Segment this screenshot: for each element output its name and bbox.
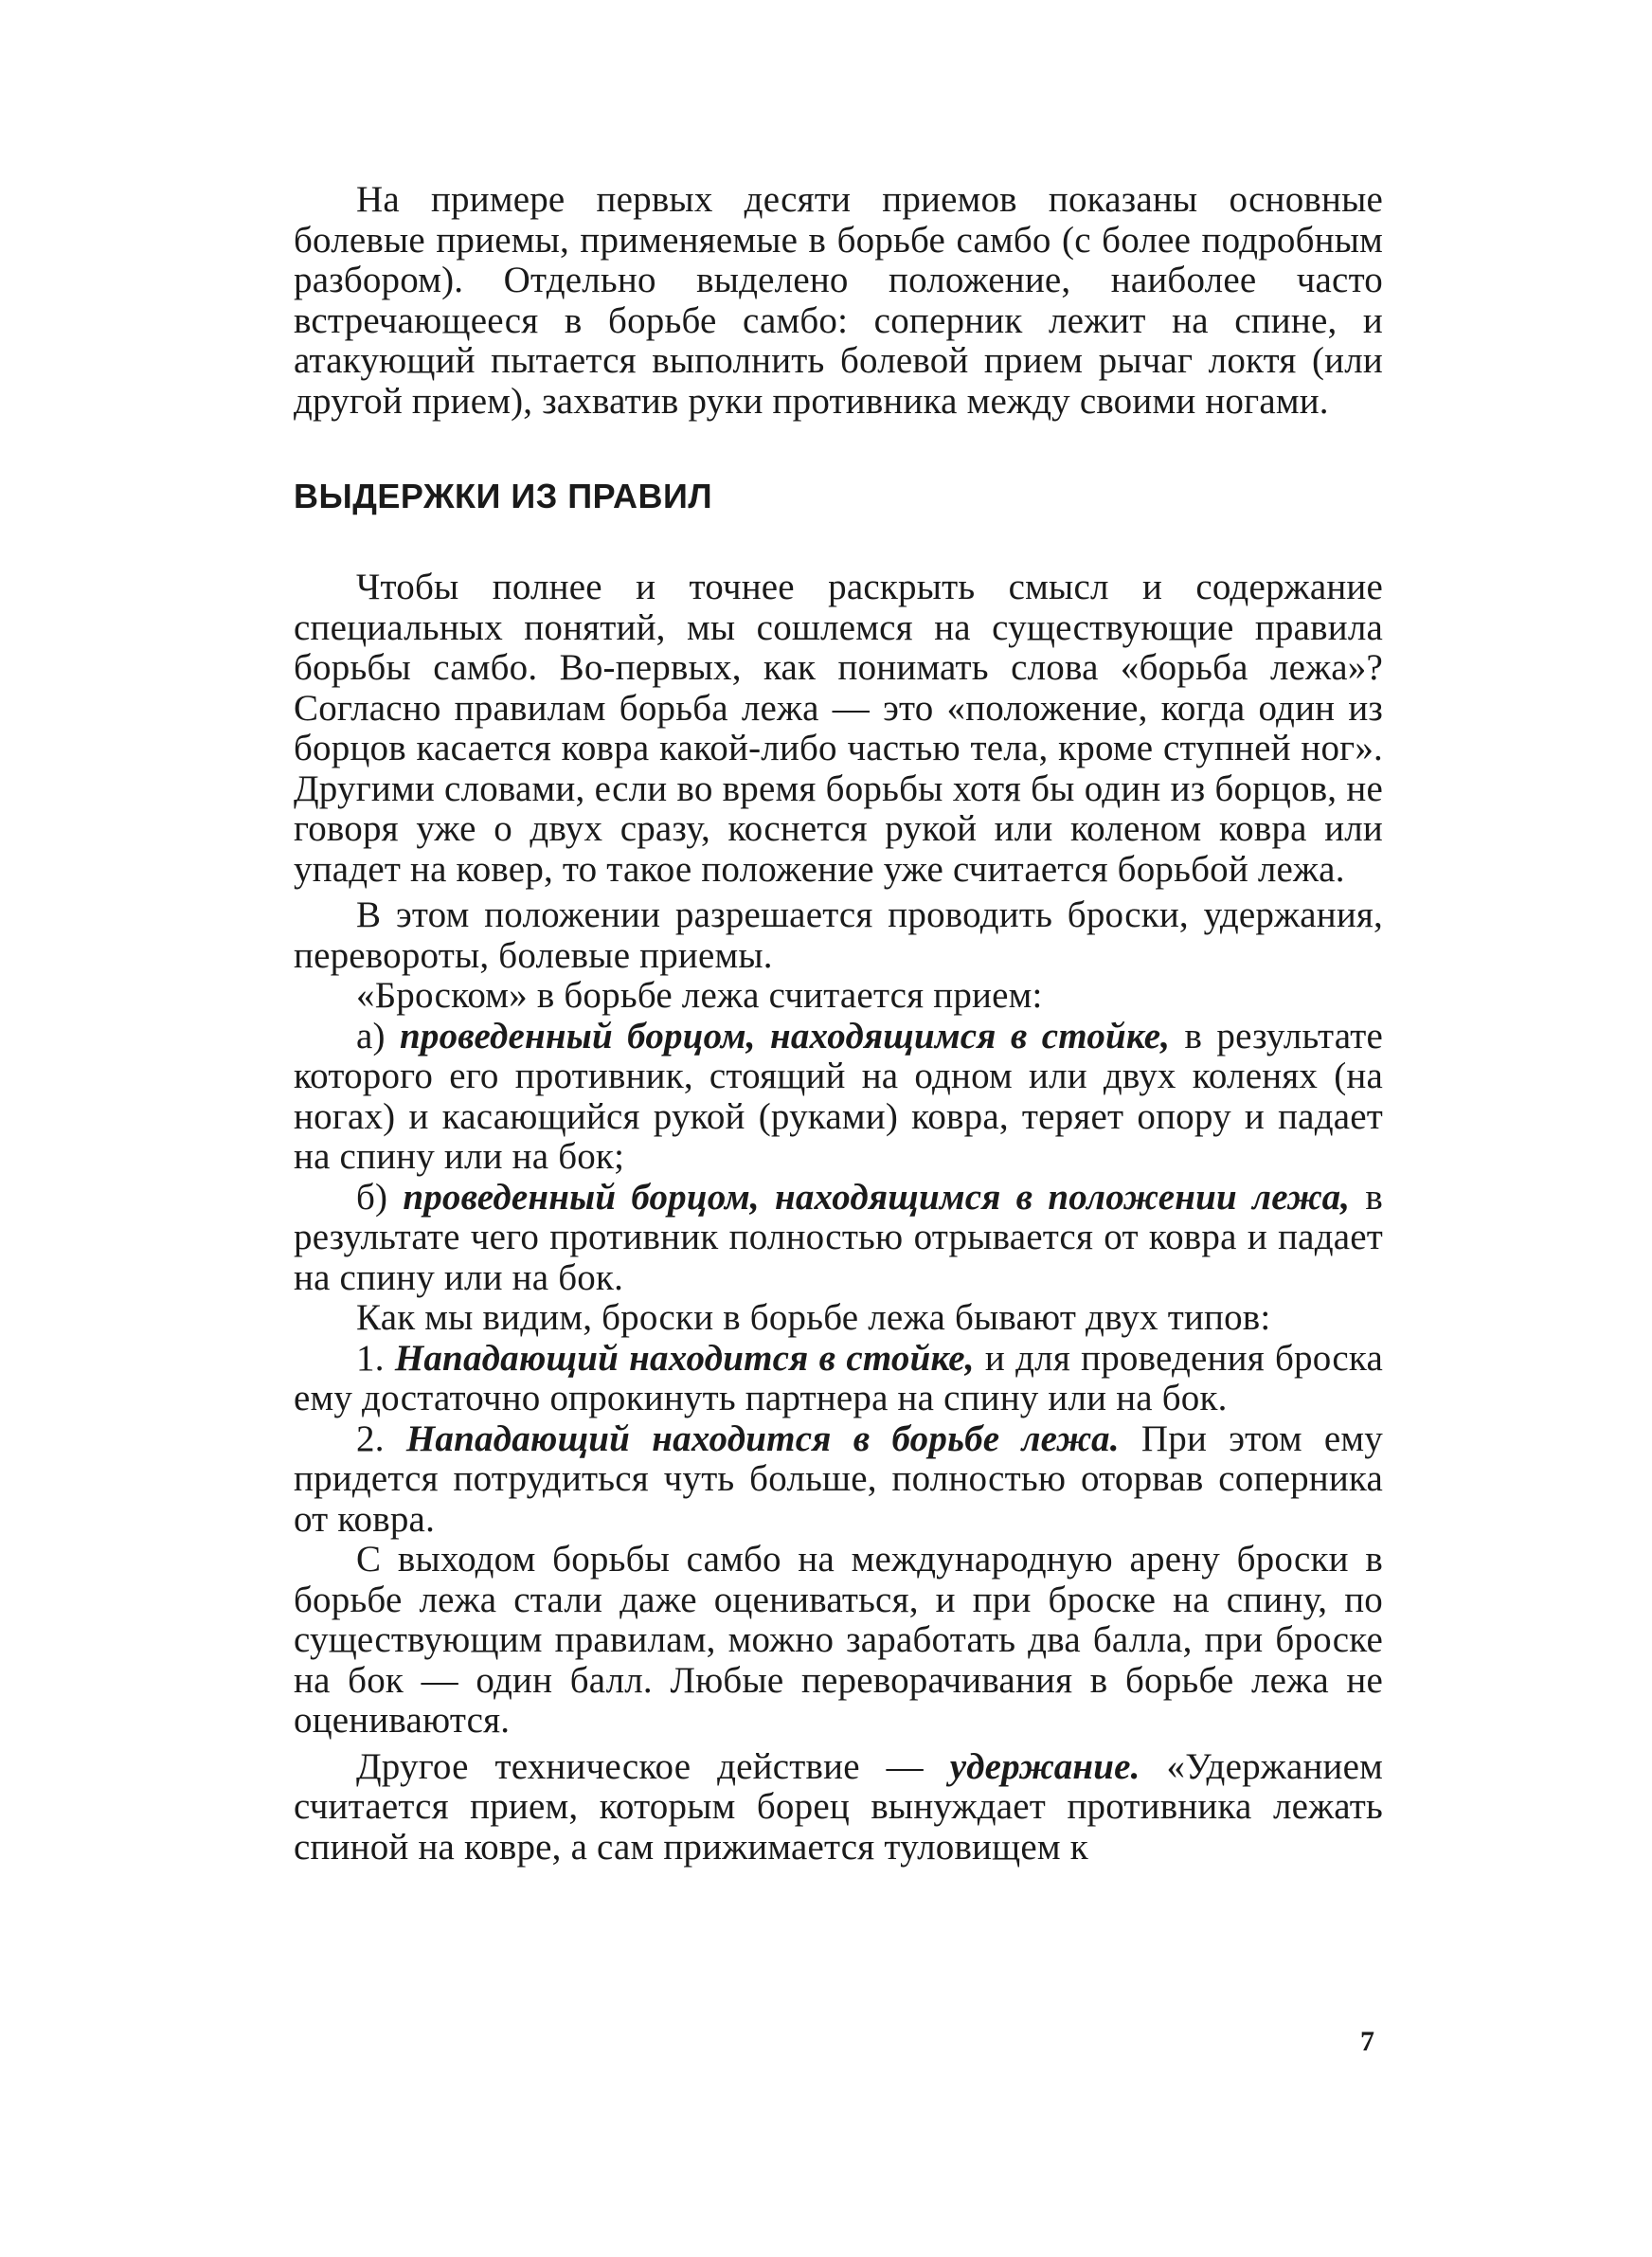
paragraph-hold bbox=[294, 1747, 1383, 1869]
item-a-prefix: а) bbox=[356, 1015, 400, 1056]
item-a-text: в результате которого его противник, стоящий на одном или двух коленях (на ногах) и касающийся рукой (руками) ковра, теряет опору и падает на спину или на бок; bbox=[294, 1015, 1383, 1177]
intro-paragraph: На примере первых десяти приемов показаны основные болевые приемы, применяемые в борьбе самбо (с более подробным разбором). Отдельно выделено положение, наиболее часто встречающееся в борьбе самбо: соперник лежит на спине, и атакующий пытается выполнить болевой прием рычаг локтя (или другой прием), захватив руки противника между своими ногами. bbox=[294, 179, 1383, 422]
type-1-text: и для проведения броска ему достаточно опрокинуть партнера на спину или на бок. bbox=[294, 1337, 1383, 1418]
hold-text: «Удержанием считается прием, которым борец вынуждает противника лежать спиной на ковре, а сам прижимается туловищем к bbox=[294, 1745, 1383, 1868]
page-number: 7 bbox=[1360, 2026, 1374, 2057]
type-2-emphasis: Нападающий находится в борьбе лежа. bbox=[405, 1417, 1120, 1459]
item-b-emphasis: проведенный борцом, находящимся в положении лежа, bbox=[403, 1176, 1351, 1218]
type-2-text: При этом ему придется потрудиться чуть больше, полностью оторвав соперника от ковра. bbox=[294, 1417, 1384, 1540]
item-b-prefix: б) bbox=[356, 1176, 404, 1218]
type-1-emphasis: Нападающий находится в стойке, bbox=[394, 1337, 975, 1379]
paragraph-scoring: С выходом борьбы самбо на международную арену броски в борьбе лежа стали даже оцениваться, и при броске на спину, по существующим правилам, можно заработать два балла, при броске на бок — один балл. Любые переворачивания в борьбе лежа не оцениваются. bbox=[294, 1539, 1383, 1741]
paragraph-type-2 bbox=[294, 1419, 1383, 1541]
type-1-prefix: 1. bbox=[356, 1337, 395, 1379]
paragraph-definition: Чтобы полнее и точнее раскрыть смысл и содержание специальных понятий, мы сошлемся на существующие правила борьбы самбо. Во-первых, как понимать слова «борьба лежа»? Согласно правилам борьба лежа — это «положение, когда один из борцов касается ковра какой-либо частью тела, кроме ступней ног». Другими словами, если во время борьбы хотя бы один из борцов, не говоря уже о двух сразу, коснется рукой или коленом ковра или упадет на ковер, то такое положение уже считается борьбой лежа. bbox=[294, 567, 1383, 890]
paragraph-item-a bbox=[294, 1017, 1383, 1178]
type-2-prefix: 2. bbox=[356, 1417, 406, 1459]
paragraph-allowed-actions: В этом положении разрешается проводить броски, удержания, перевороты, болевые приемы. bbox=[294, 894, 1383, 976]
paragraph-type-1 bbox=[294, 1339, 1383, 1419]
section-heading: ВЫДЕРЖКИ ИЗ ПРАВИЛ bbox=[294, 477, 713, 515]
paragraph-item-b bbox=[294, 1178, 1383, 1299]
hold-emphasis: удержание. bbox=[949, 1745, 1140, 1787]
paragraph-types: Как мы видим, броски в борьбе лежа бывают двух типов: bbox=[356, 1297, 1271, 1338]
hold-prefix: Другое техническое действие — bbox=[356, 1745, 950, 1787]
page-text-block bbox=[294, 180, 1383, 1868]
item-a-emphasis: проведенный борцом, находящимся в стойке, bbox=[400, 1015, 1171, 1056]
paragraph-throw-intro: «Броском» в борьбе лежа считается прием: bbox=[356, 975, 1043, 1016]
item-b-text: в результате чего противник полностью отрывается от ковра и падает на спину или на бок. bbox=[294, 1176, 1383, 1298]
